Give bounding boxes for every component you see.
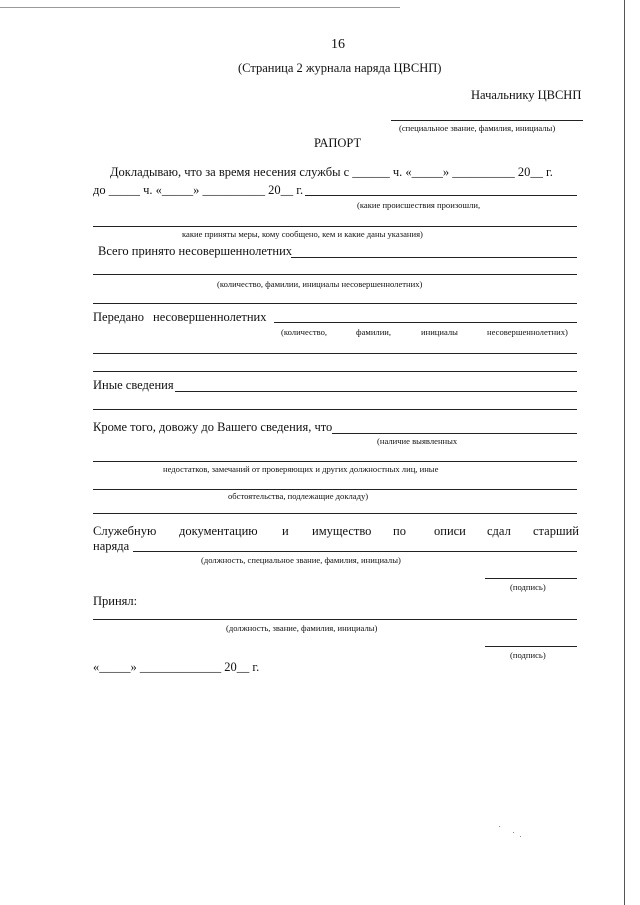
handover-word-6: описи	[434, 524, 466, 538]
other-info-line-2[interactable]	[93, 409, 577, 410]
besides-hint-3: обстоятельства, подлежащие докладу)	[228, 491, 369, 501]
accepted-minors-label: Всего принято несовершеннолетних	[98, 244, 293, 258]
measures-line[interactable]	[93, 226, 577, 227]
addressee-hint: (специальное звание, фамилия, инициалы)	[399, 123, 556, 133]
document-title: РАПОРТ	[314, 136, 362, 150]
transferred-hint-word3: инициалы	[421, 327, 458, 337]
report-line-2[interactable]: до _____ ч. «_____» __________ 20__ г.	[93, 183, 304, 197]
received-hint: (должность, звание, фамилия, инициалы)	[226, 623, 378, 633]
date-line[interactable]: «_____» _____________ 20__ г.	[93, 660, 260, 674]
handover-word-4: имущество	[312, 524, 372, 538]
report-line-1[interactable]: Докладываю, что за время несения службы с ______ ч. «_____» __________ 20__ г.	[110, 165, 553, 179]
received-label: Принял:	[93, 594, 138, 608]
besides-line-4[interactable]	[93, 513, 577, 514]
handover-word-3: и	[282, 524, 289, 538]
other-info-label: Иные сведения	[93, 378, 174, 392]
scan-speck	[499, 826, 500, 827]
received-signature-line[interactable]	[485, 646, 577, 647]
other-info-line-1[interactable]	[175, 391, 577, 392]
page-subtitle: (Страница 2 журнала наряда ЦВСНП)	[238, 61, 442, 75]
handover-line[interactable]	[133, 551, 577, 552]
transferred-label-word2: несовершеннолетних	[153, 310, 267, 324]
incidents-line[interactable]	[305, 195, 577, 196]
measures-hint: какие приняты меры, кому сообщено, кем и какие даны указания)	[182, 229, 423, 239]
received-signature-hint: (подпись)	[510, 650, 546, 660]
transferred-hint-word1: (количество,	[281, 327, 328, 337]
handover-word-7: сдал	[487, 524, 511, 538]
accepted-minors-line-2[interactable]	[93, 274, 577, 275]
accepted-minors-line-3[interactable]	[93, 303, 577, 304]
handover-signature-hint: (подпись)	[510, 582, 546, 592]
transferred-line-2[interactable]	[93, 353, 577, 354]
top-scan-edge	[0, 7, 400, 8]
scan-speck	[520, 836, 521, 837]
besides-hint-2: недостатков, замечаний от проверяющих и других должностных лиц, иные	[163, 464, 439, 474]
transferred-hint-word2: фамилии,	[356, 327, 392, 337]
handover-word-5: по	[393, 524, 406, 538]
besides-label: Кроме того, довожу до Вашего сведения, что	[93, 420, 333, 434]
handover-line-2-label: наряда	[93, 539, 130, 553]
incidents-hint: (какие происшествия произошли,	[357, 200, 481, 210]
besides-hint-1: (наличие выявленных	[377, 436, 458, 446]
transferred-line-1[interactable]	[274, 322, 577, 323]
handover-hint: (должность, специальное звание, фамилия, инициалы)	[201, 555, 401, 565]
besides-line-2[interactable]	[93, 461, 577, 462]
besides-line-3[interactable]	[93, 489, 577, 490]
accepted-minors-line-1[interactable]	[291, 257, 577, 258]
handover-word-8: старший	[533, 524, 579, 538]
handover-word-2: документацию	[179, 524, 258, 538]
handover-word-1: Служебную	[93, 524, 157, 538]
scan-speck	[513, 832, 514, 833]
page-number: 16	[331, 37, 345, 52]
accepted-minors-hint: (количество, фамилии, инициалы несовершеннолетних)	[217, 279, 423, 289]
besides-line-1[interactable]	[332, 433, 577, 434]
transferred-hint-word4: несовершеннолетних)	[487, 327, 568, 337]
transferred-line-3[interactable]	[93, 371, 577, 372]
addressee-line[interactable]	[391, 120, 583, 121]
handover-signature-line[interactable]	[485, 578, 577, 579]
transferred-label-word1: Передано	[93, 310, 145, 324]
addressee: Начальнику ЦВСНП	[471, 88, 582, 102]
received-line[interactable]	[93, 619, 577, 620]
right-scan-edge	[624, 0, 625, 905]
